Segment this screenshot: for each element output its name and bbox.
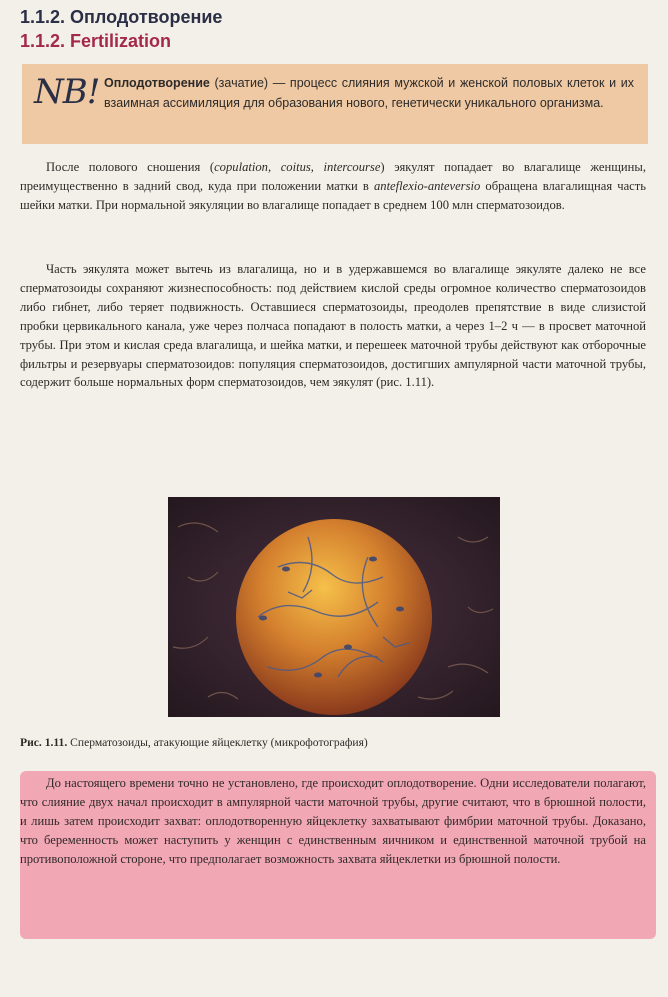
highlighted-paragraph-text: До настоящего времени точно не установлено, где происходит оплодотворение. Одни исследователи полагают, что слияние двух начал происходит в ампулярной части маточной трубы, другие считают, что в брюшной полости, и лишь затем происходит захват: оплодотворенную яйцеклетку захватывают фимбрии маточной трубы. Доказано, что беременность может наступить у женщин с единственным яичником и единственной маточной трубой на противоположной стороне, что предполагает возможность захвата яйцеклетки из брюшной полости. bbox=[20, 776, 646, 866]
nb-definition: (зачатие) — процесс слияния мужской и женской половых клеток и их взаимная ассимиляция для образования нового, генетически уникального организма. bbox=[104, 76, 634, 110]
egg-micrograph-image bbox=[168, 497, 500, 717]
paragraph-1-text-b: ) эякулят попадает во влагалище женщины, преимущественно в задний свод, куда при положении матки в bbox=[20, 160, 646, 193]
highlighted-paragraph bbox=[20, 774, 646, 869]
figure-caption-text: Сперматозоиды, атакующие яйцеклетку (микрофотография) bbox=[67, 736, 368, 749]
paragraph-2 bbox=[20, 260, 646, 392]
paragraph-2-text: Часть эякулята может вытечь из влагалища, но и в удержавшемся во влагалище эякуляте далеко не все сперматозоиды сохраняют жизнеспособность: под действием кислой среды огромное количество сперматозоидов либо гибнет, либо теряет подвижность. Оставшиеся сперматозоиды, преодолев препятствие в виде слизистой пробки цервикального канала, уже через полчаса попадают в полость матки, а через 1–2 ч — в просвет маточной трубы. При этом и кислая среда влагалища, и шейка матки, и перешеек маточной трубы действуют как отборочные фильтры и резервуары сперматозоидов: популяция сперматозоидов, достигших ампулярной части маточной трубы, содержит больше нормальных форм сперматозоидов, чем эякулят (рис. 1.11). bbox=[20, 262, 646, 390]
micrograph-figure bbox=[168, 497, 500, 717]
nb-definition-box bbox=[22, 64, 648, 144]
nb-definition-text bbox=[104, 73, 634, 113]
paragraph-1-text-a: После полового сношения ( bbox=[46, 160, 215, 174]
figure-caption bbox=[20, 736, 368, 749]
paragraph-1-text-c: обращена влагалищная часть шейки матки. При нормальной эякуляции во влагалище попадает в среднем 100 млн сперматозоидов. bbox=[20, 178, 646, 212]
nb-term: Оплодотворение bbox=[104, 76, 210, 90]
section-heading-ru: 1.1.2. Оплодотворение bbox=[20, 7, 223, 27]
figure-caption-label: Рис. 1.11. bbox=[20, 736, 68, 749]
nb-mark: NB! bbox=[34, 72, 100, 112]
section-heading-en: 1.1.2. Fertilization bbox=[20, 31, 172, 51]
latin-terms: copulation, coitus, intercourse bbox=[214, 160, 381, 174]
paragraph-1 bbox=[20, 158, 646, 215]
latin-position: anteflexio-anteversio bbox=[373, 178, 481, 193]
